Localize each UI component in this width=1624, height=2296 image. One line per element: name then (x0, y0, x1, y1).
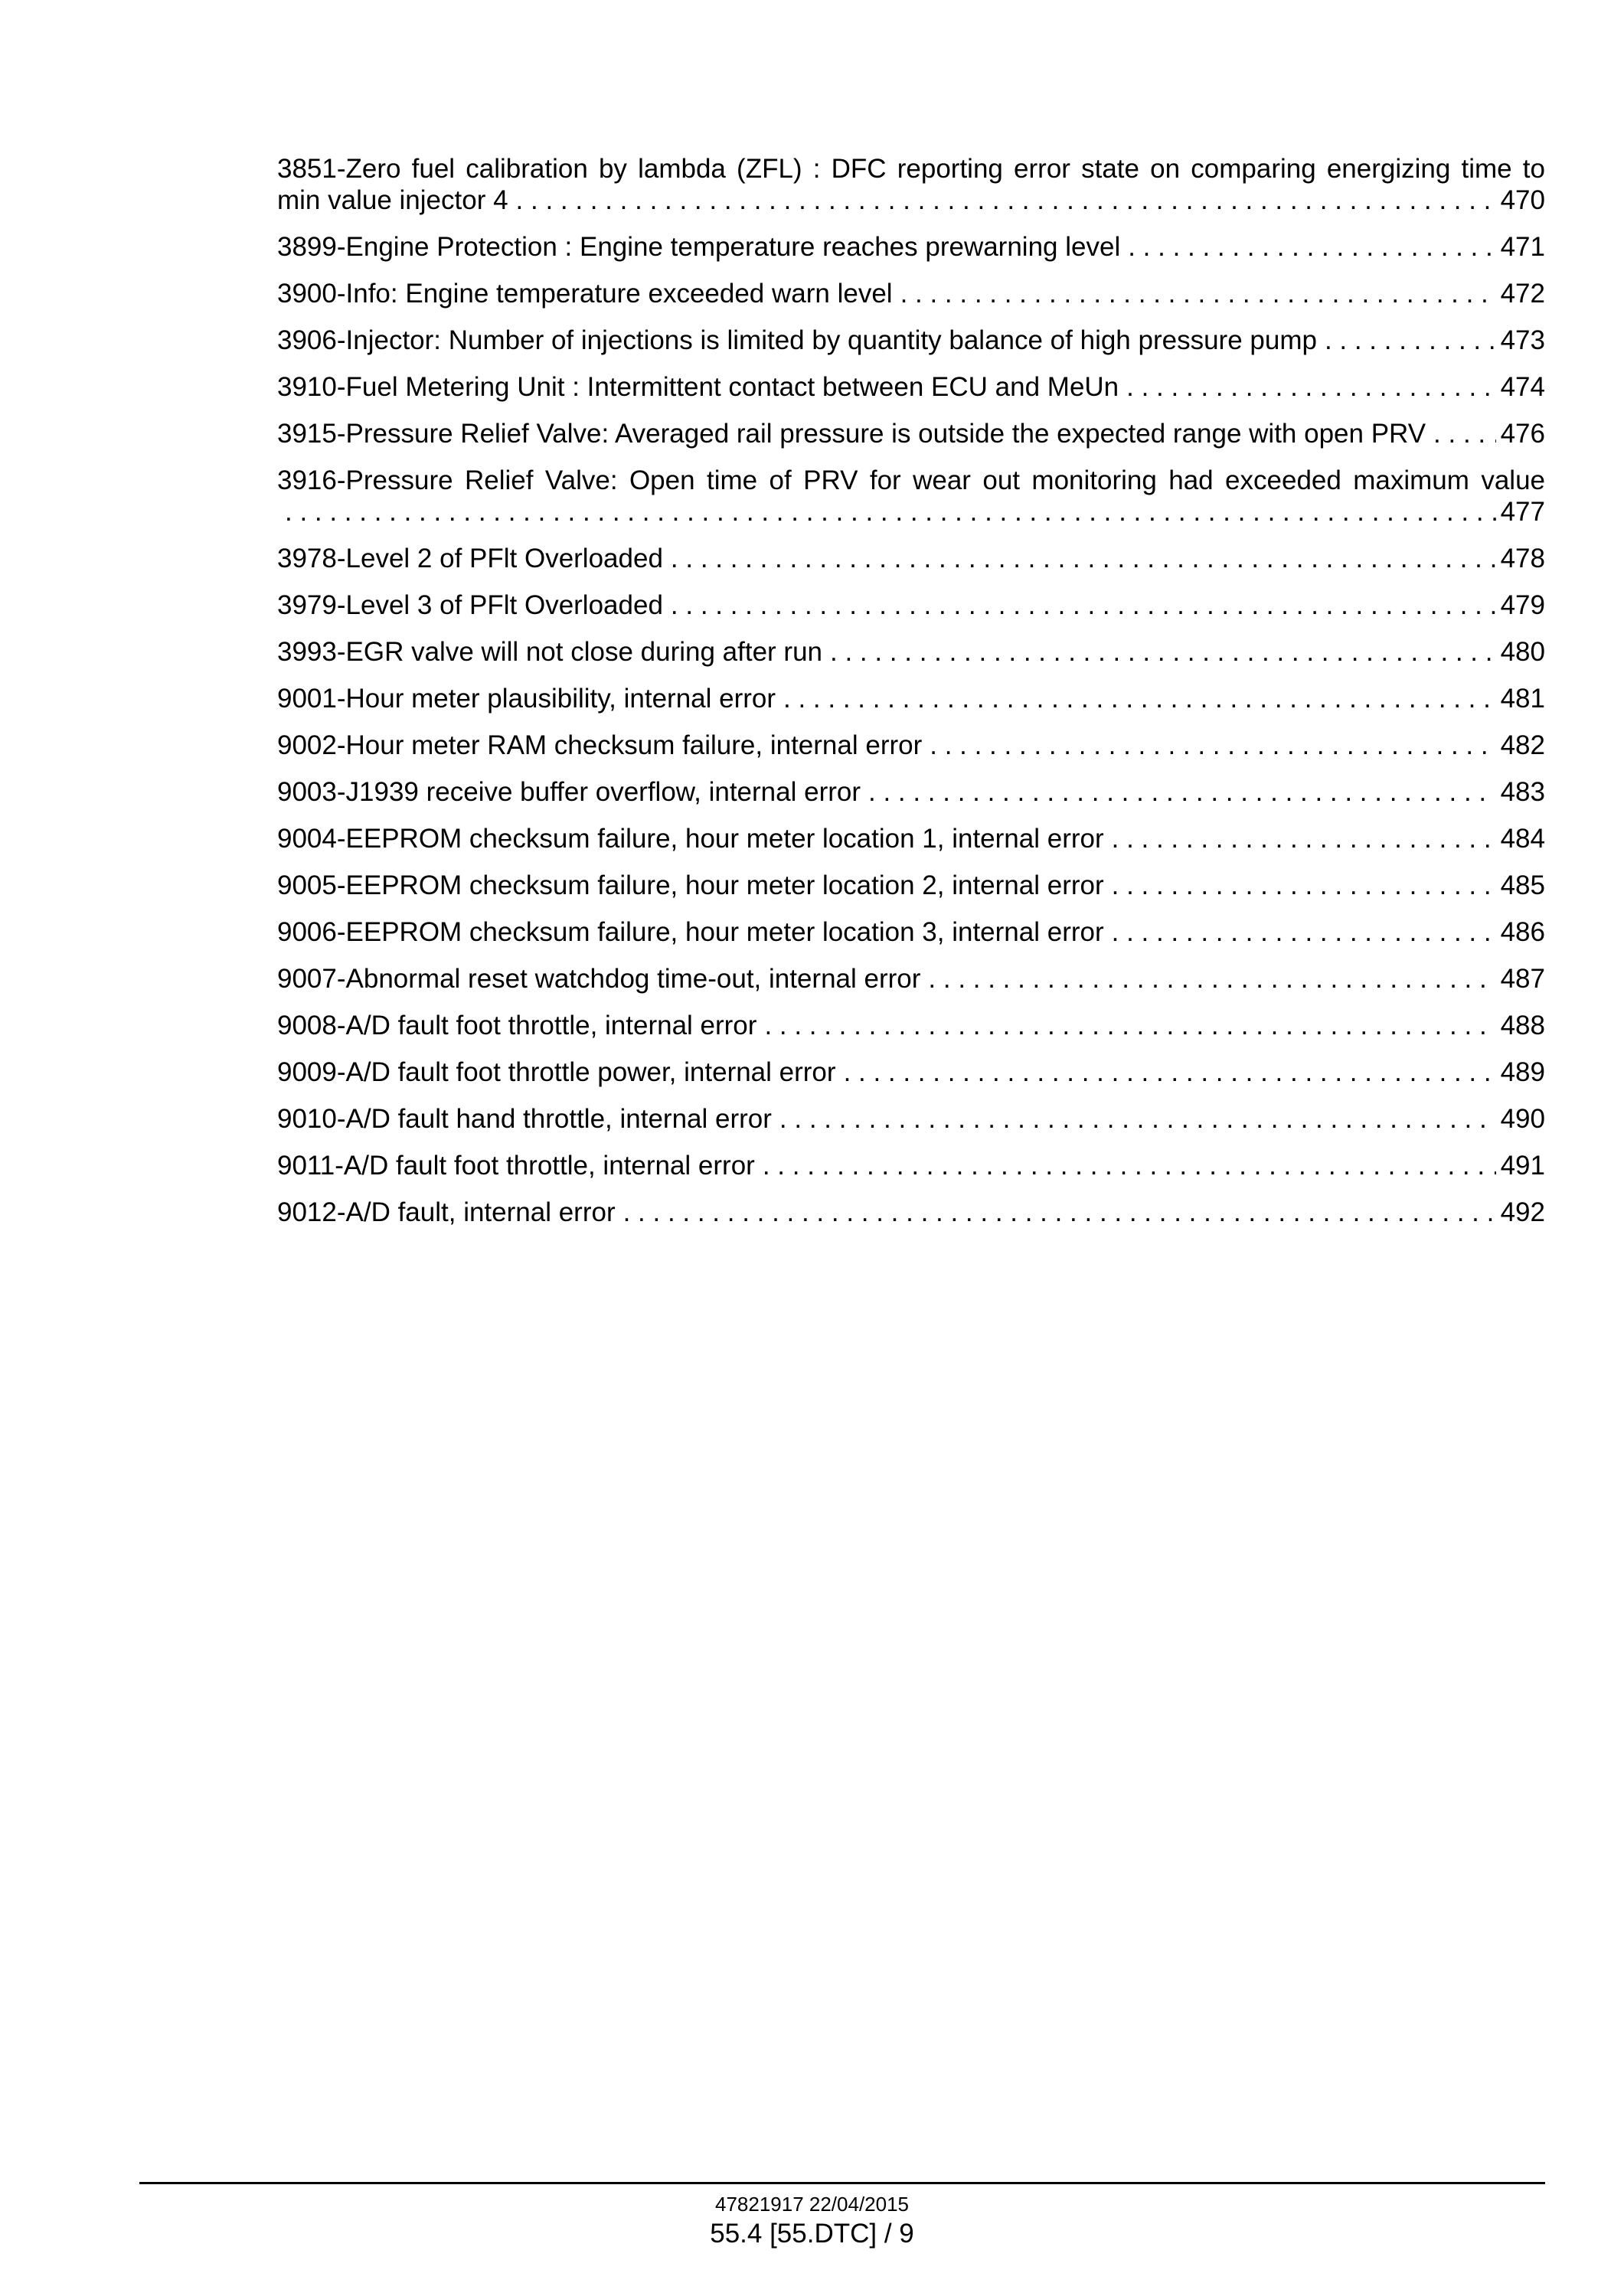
toc-entry-page: 483 (1500, 777, 1545, 807)
toc-entry[interactable] (277, 418, 1545, 449)
toc-entry-page: 479 (1500, 590, 1545, 620)
toc-entry-title: 9003-J1939 receive buffer overflow, internal error (277, 777, 861, 807)
leader-dots (763, 1150, 1496, 1181)
leader-dots (516, 185, 1496, 216)
leader-dots (844, 1057, 1496, 1088)
leader-dots (1126, 371, 1495, 403)
leader-dots (1325, 325, 1496, 356)
toc-entry[interactable] (277, 590, 1545, 621)
toc-entry[interactable] (277, 543, 1545, 574)
toc-entry-title: 9012-A/D fault, internal error (277, 1197, 616, 1227)
table-of-contents (277, 153, 1545, 1243)
toc-entry-page: 492 (1500, 1197, 1545, 1227)
toc-entry-title: 3993-EGR valve will not close during after run (277, 637, 823, 667)
toc-entry[interactable] (277, 730, 1545, 761)
toc-entry-title: 3915-Pressure Relief Valve: Averaged rail pressure is outside the expected range with open PRV (277, 419, 1426, 449)
toc-entry-title-line: 3916-Pressure Relief Valve: Open time of PRV for wear out monitoring had exceeded maximum value (277, 465, 1545, 495)
toc-entry-page: 490 (1500, 1104, 1545, 1134)
leader-dots (779, 1103, 1496, 1135)
toc-entry[interactable] (277, 278, 1545, 309)
toc-entry-title: 3978-Level 2 of PFlt Overloaded (277, 544, 663, 573)
leader-dots (830, 636, 1496, 668)
toc-entry[interactable] (277, 776, 1545, 808)
toc-entry[interactable] (277, 325, 1545, 356)
toc-entry-title: 9009-A/D fault foot throttle power, internal error (277, 1057, 836, 1087)
leader-dots (1112, 823, 1496, 854)
leader-dots (1433, 418, 1496, 449)
leader-dots (671, 590, 1496, 621)
leader-dots (623, 1197, 1496, 1228)
toc-entry-title: 9010-A/D fault hand throttle, internal error (277, 1104, 772, 1134)
toc-entry-title: 3906-Injector: Number of injections is limited by quantity balance of high pressure pump (277, 325, 1317, 355)
toc-entry[interactable] (277, 1150, 1545, 1181)
toc-entry-title: 9005-EEPROM checksum failure, hour meter location 2, internal error (277, 870, 1104, 900)
toc-entry-title: 9007-Abnormal reset watchdog time-out, internal error (277, 964, 921, 994)
toc-entry-page: 482 (1500, 730, 1545, 760)
toc-entry[interactable] (277, 1057, 1545, 1088)
leader-dots (764, 1010, 1495, 1041)
toc-entry[interactable] (277, 963, 1545, 994)
toc-entry[interactable] (277, 465, 1545, 527)
toc-entry-title: 3900-Info: Engine temperature exceeded warn level (277, 279, 893, 309)
toc-entry-title: 9006-EEPROM checksum failure, hour meter location 3, internal error (277, 917, 1104, 947)
leader-dots (1128, 231, 1495, 263)
toc-entry-page: 474 (1500, 372, 1545, 402)
toc-entry-title: min value injector 4 (277, 185, 508, 215)
toc-entry[interactable] (277, 1197, 1545, 1228)
toc-entry-page: 478 (1500, 544, 1545, 573)
toc-entry-page: 480 (1500, 637, 1545, 667)
toc-entry-title-line: 3851-Zero fuel calibration by lambda (ZFL) : DFC reporting error state on comparing energizing time to (277, 154, 1545, 184)
leader-dots (900, 278, 1496, 309)
toc-entry[interactable] (277, 153, 1545, 216)
toc-entry[interactable] (277, 371, 1545, 403)
toc-entry-page: 471 (1500, 232, 1545, 262)
toc-entry[interactable] (277, 823, 1545, 854)
toc-entry[interactable] (277, 916, 1545, 948)
toc-entry-title: 9002-Hour meter RAM checksum failure, internal error (277, 730, 923, 760)
leader-dots (285, 496, 1496, 527)
toc-entry-page: 476 (1500, 419, 1545, 449)
toc-entry-page: 472 (1500, 279, 1545, 309)
leader-dots (1112, 870, 1496, 901)
toc-entry[interactable] (277, 1103, 1545, 1135)
toc-entry-title: 9004-EEPROM checksum failure, hour meter location 1, internal error (277, 824, 1104, 854)
toc-entry-page: 485 (1500, 870, 1545, 900)
toc-entry-page: 487 (1500, 964, 1545, 994)
toc-entry-page: 477 (1500, 497, 1545, 527)
toc-entry-page: 489 (1500, 1057, 1545, 1087)
toc-entry-title: 9011-A/D fault foot throttle, internal error (277, 1151, 755, 1181)
toc-entry[interactable] (277, 1010, 1545, 1041)
toc-entry-title: 3899-Engine Protection : Engine temperature reaches prewarning level (277, 232, 1121, 262)
toc-entry[interactable] (277, 870, 1545, 901)
toc-entry-title: 3979-Level 3 of PFlt Overloaded (277, 590, 663, 620)
leader-dots (783, 683, 1496, 714)
toc-entry-page: 473 (1500, 325, 1545, 355)
toc-entry-page: 491 (1500, 1151, 1545, 1181)
footer-document-code: 47821917 22/04/2015 (714, 2193, 910, 2216)
toc-entry[interactable] (277, 683, 1545, 714)
toc-entry[interactable] (277, 231, 1545, 263)
toc-entry-page: 486 (1500, 917, 1545, 947)
toc-entry-page: 470 (1500, 185, 1545, 215)
leader-dots (1112, 916, 1496, 948)
toc-entry-page: 481 (1500, 684, 1545, 714)
leader-dots (671, 543, 1496, 574)
leader-dots (930, 730, 1495, 761)
leader-dots (868, 776, 1496, 808)
footer-divider (139, 2182, 1545, 2184)
toc-entry[interactable] (277, 636, 1545, 668)
toc-entry-title: 9008-A/D fault foot throttle, internal error (277, 1011, 757, 1040)
toc-entry-page: 488 (1500, 1011, 1545, 1040)
toc-entry-page: 484 (1500, 824, 1545, 854)
toc-entry-title: 3910-Fuel Metering Unit : Intermittent contact between ECU and MeUn (277, 372, 1119, 402)
toc-entry-title: 9001-Hour meter plausibility, internal error (277, 684, 776, 714)
leader-dots (928, 963, 1495, 994)
footer-page-label: 55.4 [55.DTC] / 9 (710, 2219, 914, 2249)
